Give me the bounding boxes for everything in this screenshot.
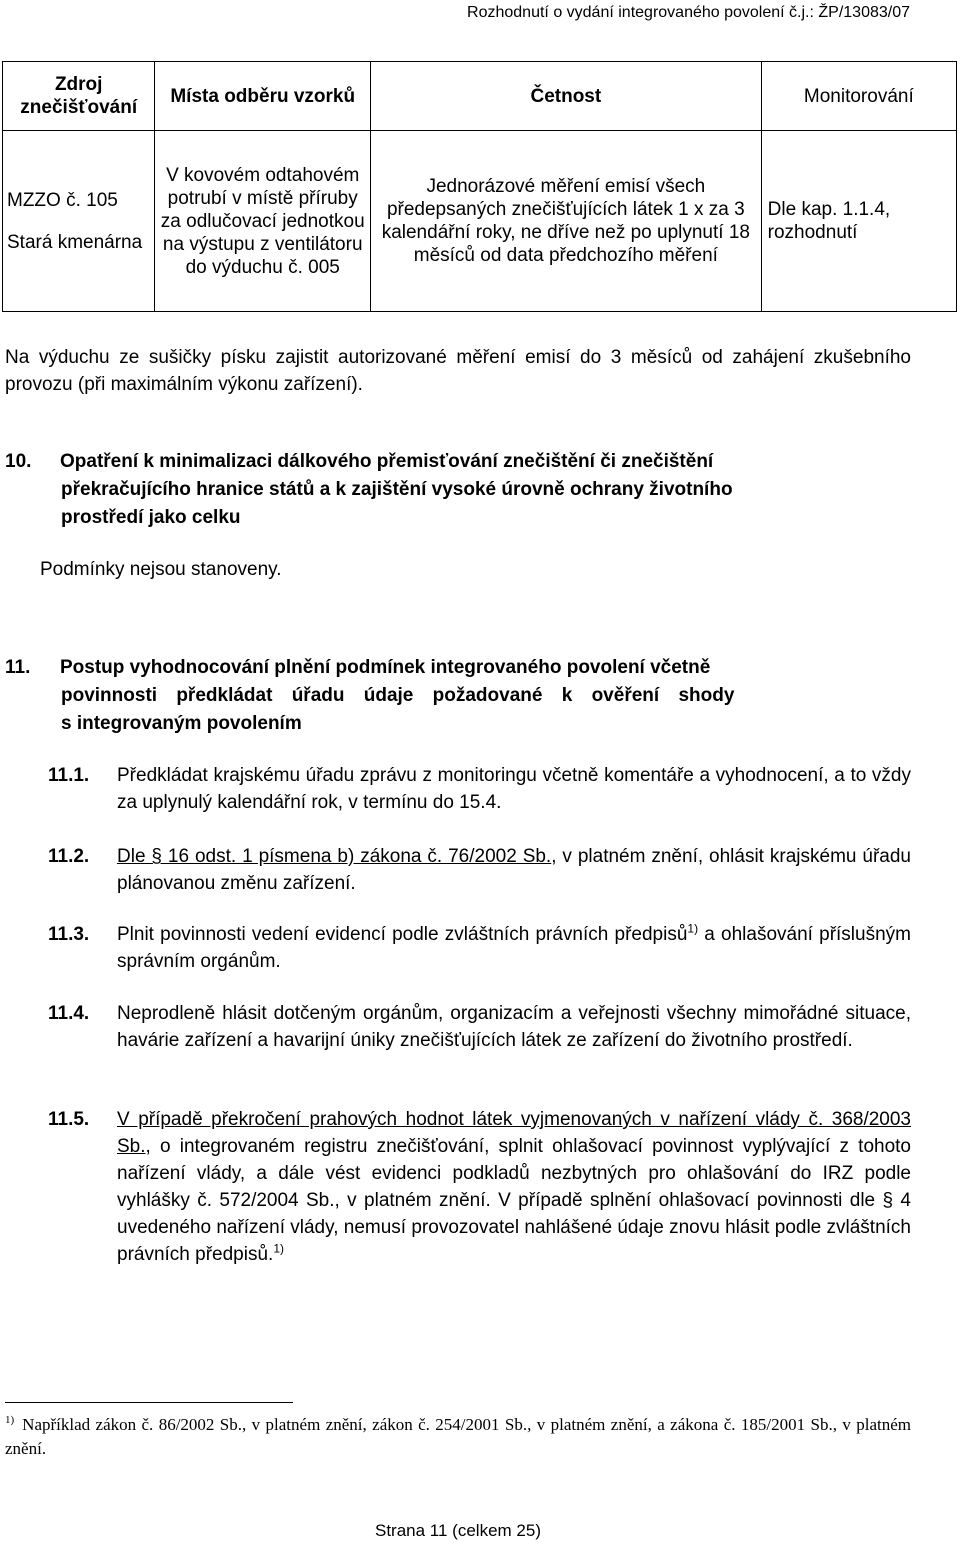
regulation-reference-link[interactable]: V případě překročení prahových hodnot látek vyjmenovaných v nařízení vlády č. 368/2003 Sb. <box>117 1109 911 1157</box>
cell-sampling: V kovovém odtahovém potrubí v místě příruby za odlučovací jednotkou na výstupu z ventilátoru do výduchu č. 005 <box>155 131 371 312</box>
monitoring-table <box>2 61 957 312</box>
section-11-title-3: s integrovaným povolením <box>61 713 302 734</box>
cell-frequency: Jednorázové měření emisí všech předepsaných znečišťujících látek 1 x za 3 kalendářní roky, ne dříve než po uplynutí 18 měsíců od data předchozího měření <box>371 131 762 312</box>
item-number: 11.2. <box>48 846 90 867</box>
page-number: Strana 11 (celkem 25) <box>375 1521 541 1540</box>
table-row <box>3 131 957 312</box>
item-text <box>117 843 911 897</box>
document-header: Rozhodnutí o vydání integrovaného povolení č.j.: ŽP/13083/07 <box>467 4 910 21</box>
section-10-number: 10. <box>5 451 32 472</box>
item-text-rest: , o integrovaném registru znečišťování, splnit ohlašovací povinnost vyplývající z tohoto nařízení vlády, a dále vést evidenci podkladů nezbytných pro ohlašování do IRZ podle vyhlášky č. 572/2004 Sb., v platném znění. V případě splnění ohlašovací povinnosti dle § 4 uvedeného nařízení vlády, nemusí provozovatel nahlášené údaje znovu hlásit podle zvláštních právních předpisů. <box>117 1136 911 1265</box>
section-10-heading <box>5 448 911 532</box>
item-text: Neprodleně hlásit dotčeným orgánům, organizacím a veřejnosti všechny mimořádné situace, havárie zařízení a havarijní úniky znečišťujících látek ze zařízení do životního prostředí. <box>117 1003 911 1051</box>
header-sampling: Místa odběru vzorků <box>155 62 371 131</box>
footnote-reference[interactable]: 1) <box>687 921 699 936</box>
section-11-heading <box>5 654 911 738</box>
law-reference-link[interactable]: Dle § 16 odst. 1 písmena b) zákona č. 76/2002 Sb. <box>117 846 552 867</box>
list-item <box>48 1106 911 1268</box>
item-text <box>117 1106 911 1268</box>
footnote-text: Například zákon č. 86/2002 Sb., v platném znění, zákon č. 254/2001 Sb., v platném znění, a zákona č. 185/2001 Sb., v platném znění. <box>5 1415 911 1458</box>
source-name: Stará kmenárna <box>7 231 143 253</box>
item-text: Předkládat krajskému úřadu zprávu z monitoringu včetně komentáře a vyhodnocení, a to vždy za uplynulý kalendářní rok, v termínu do 15.4. <box>117 765 911 813</box>
item-text-main: Plnit povinnosti vedení evidencí podle zvláštních právních předpisů <box>117 924 688 945</box>
section-10-title-1: Opatření k minimalizaci dálkového přemisťování znečištění či znečištění <box>60 451 714 472</box>
item-number: 11.1. <box>48 765 90 786</box>
cell-source <box>3 131 155 312</box>
list-item <box>48 921 911 975</box>
item-text <box>117 921 911 975</box>
cell-monitoring: Dle kap. 1.1.4, rozhodnutí <box>761 131 956 312</box>
footnote-divider <box>5 1402 293 1403</box>
table-header-row <box>3 62 957 131</box>
header-monitoring: Monitorování <box>761 62 956 131</box>
list-item <box>48 1000 911 1054</box>
section-10-text: Podmínky nejsou stanoveny. <box>40 559 282 580</box>
item-number: 11.3. <box>48 924 90 945</box>
header-frequency: Četnost <box>371 62 762 131</box>
note-paragraph: Na výduchu ze sušičky písku zajistit autorizované měření emisí do 3 měsíců od zahájení zkušebního provozu (při maximálním výkonu zařízení). <box>5 347 911 395</box>
section-11-title-1: Postup vyhodnocování plnění podmínek integrovaného povolení včetně <box>60 657 711 678</box>
list-item <box>48 762 911 816</box>
item-text-rest: a ohlašování příslušným správním orgánům. <box>117 924 911 972</box>
section-10-title-3: prostředí jako celku <box>61 507 241 528</box>
item-number: 11.4. <box>48 1003 90 1024</box>
source-id: MZZO č. 105 <box>7 189 118 211</box>
footnote-mark: 1) <box>5 1414 15 1427</box>
footnote <box>5 1413 911 1461</box>
footnote-reference[interactable]: 1) <box>273 1241 284 1256</box>
section-10-title-2: překračujícího hranice států a k zajištění vysoké úrovně ochrany životního <box>61 479 733 500</box>
item-number: 11.5. <box>48 1109 90 1130</box>
section-11-number: 11. <box>5 657 31 678</box>
item-text-rest: , v platném znění, ohlásit krajskému úřadu plánovanou změnu zařízení. <box>117 846 911 894</box>
section-11-title-2: povinnosti předkládat úřadu údaje požadované k ověření shody <box>61 685 735 706</box>
header-source: Zdroj znečišťování <box>3 62 155 131</box>
list-item <box>48 843 911 897</box>
